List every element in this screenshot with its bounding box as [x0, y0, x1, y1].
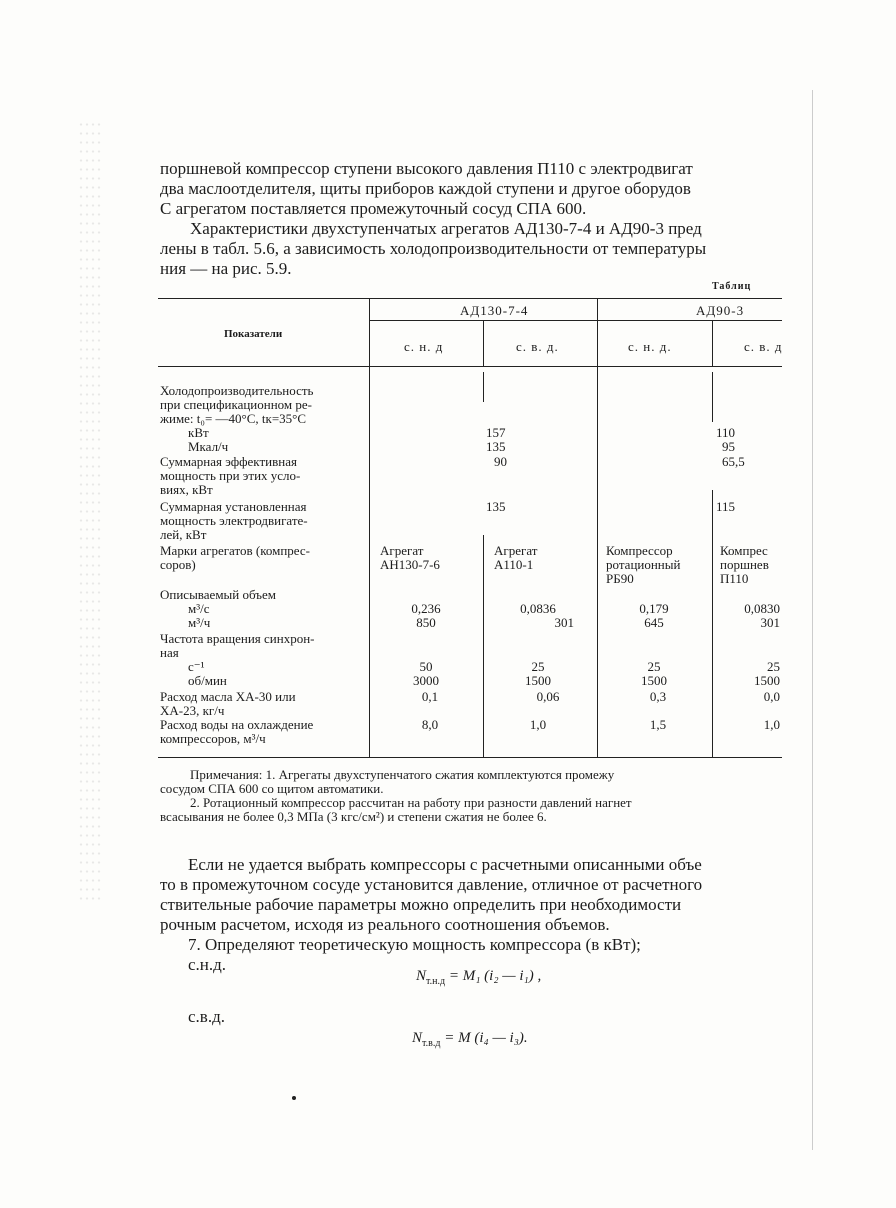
table-header-parameter: Показатели [224, 328, 283, 340]
body-line: Если не удается выбрать компрессоры с расчетными описанными объе [188, 855, 702, 874]
formula-symbol: N [412, 1030, 423, 1046]
row-label: мощность при этих усло- [160, 468, 301, 483]
table-group-header: АД130-7-4 [460, 303, 529, 318]
table-cell: А110-1 [494, 557, 534, 572]
row-label: м³/ч [188, 615, 211, 630]
table-rule-group [370, 320, 782, 321]
table-cell: 25 [767, 659, 780, 674]
table-column-header: с. в. д [744, 339, 783, 354]
table-cell: АН130-7-6 [380, 557, 440, 572]
table-note: всасывания не более 0,3 МПа (3 кгс/см²) и степени сжатия не более 6. [160, 809, 547, 824]
table-column-header: с. н. д. [628, 339, 672, 354]
table-cell: 301 [554, 615, 574, 630]
table-cell: 1500 [754, 673, 780, 688]
row-label: Расход воды на охлаждение [160, 717, 314, 732]
table-cell: Компрес [720, 543, 768, 558]
formula-symbol: N [416, 968, 427, 984]
table-cell: ротационный [606, 557, 681, 572]
table-cell: 115 [716, 499, 736, 514]
table-cell: 0,236 [411, 601, 441, 616]
table-col-divider [483, 535, 484, 757]
intro-line: С агрегатом поставляется промежуточный сосуд СПА 600. [160, 199, 587, 218]
table-cell: 65,5 [722, 454, 745, 469]
formula-expression: = M (i₄ — i₃). [444, 1030, 528, 1046]
table-cell: 0,3 [649, 689, 667, 704]
table-group-header: АД90-3 [696, 303, 745, 318]
row-label: Описываемый объем [160, 587, 276, 602]
formula-ntvd [412, 1030, 528, 1049]
table-col-divider [712, 490, 713, 757]
row-label: Суммарная эффективная [160, 454, 297, 469]
row-label: Частота вращения синхрон- [160, 631, 315, 646]
intro-line: лены в табл. 5.6, а зависимость холодопроизводительности от температуры [160, 239, 707, 258]
table-column-header: с. в. д. [516, 339, 559, 354]
table-cell: 95 [722, 439, 735, 454]
table-cell: 1,0 [763, 717, 780, 732]
formula-subscript: т.н.д [426, 976, 446, 987]
table-cell: 25 [647, 659, 661, 674]
table-cell: 0,0836 [520, 601, 556, 616]
table-cell: 90 [494, 454, 507, 469]
table-cell: 1,5 [649, 717, 667, 732]
table-col-divider [483, 320, 484, 366]
table-cell: 135 [486, 439, 506, 454]
intro-line: поршневой компрессор ступени высокого давления П110 с электродвигат [160, 159, 693, 178]
table-cell: поршнев [720, 557, 769, 572]
table-caption: Таблиц [712, 281, 752, 292]
table-cell: 850 [416, 615, 436, 630]
body-line: ствительные рабочие параметры можно определить при необходимости [160, 895, 682, 914]
table-cell: 157 [486, 425, 506, 440]
formula-expression: = M₁ (i₂ — i₁) , [448, 968, 542, 984]
table-cell: П110 [720, 571, 749, 586]
row-label: компрессоров, м³/ч [160, 731, 266, 746]
table-cell: 25 [531, 659, 545, 674]
row-label: м³/с [188, 601, 210, 616]
table-cell: 1500 [525, 673, 551, 688]
page-edge-shadow [812, 90, 813, 1150]
table-cell: РБ90 [606, 571, 634, 586]
table-rule-head [158, 366, 782, 367]
body-line: с.н.д. [188, 955, 227, 974]
table-cell: 301 [760, 615, 780, 630]
row-label: кВт [188, 425, 209, 440]
ink-dot [292, 1096, 296, 1100]
table-col-divider [369, 298, 370, 757]
table-cell: 0,0830 [744, 601, 780, 616]
formula-ntnd [416, 968, 541, 987]
table-cell: 645 [644, 615, 664, 630]
row-label: виях, кВт [160, 482, 213, 497]
table-cell: Агрегат [380, 543, 424, 558]
row-label: ная [160, 645, 179, 660]
row-label: ХА-23, кг/ч [160, 703, 225, 718]
table-cell: 50 [419, 659, 433, 674]
table-col-divider [483, 372, 484, 402]
table-cell: 0,1 [421, 689, 439, 704]
intro-line: Характеристики двухступенчатых агрегатов АД130-7-4 и АД90-3 пред [190, 219, 702, 238]
table-cell: 1500 [641, 673, 667, 688]
table-column-header: с. н. д [404, 339, 444, 354]
row-label: жиме: t₀= —40°С, tк=35°С [160, 411, 307, 426]
table-cell: 0,06 [536, 689, 560, 704]
row-label: при спецификационном ре- [160, 397, 313, 412]
table-col-divider [597, 298, 598, 757]
scan-artifacts [78, 120, 102, 900]
table-note: Примечания: 1. Агрегаты двухступенчатого сжатия комплектуются промежу [190, 767, 615, 782]
table-cell: 1,0 [529, 717, 547, 732]
table-col-divider [712, 372, 713, 422]
row-label: лей, кВт [160, 527, 207, 542]
table-cell: 110 [716, 425, 736, 440]
row-label: с⁻¹ [188, 659, 205, 674]
row-label: Суммарная установленная [160, 499, 307, 514]
table-cell: 0,0 [763, 689, 780, 704]
table-cell: 0,179 [639, 601, 669, 616]
table-cell: 135 [486, 499, 506, 514]
intro-line: два маслоотделителя, щиты приборов каждой ступени и другое оборудов [160, 179, 691, 198]
intro-line: ния — на рис. 5.9. [160, 259, 292, 278]
formula-subscript: т.в.д [422, 1038, 441, 1049]
table-note: 2. Ротационный компрессор рассчитан на работу при разности давлений нагнет [190, 795, 632, 810]
table-rule-bottom [158, 757, 782, 758]
row-label: Марки агрегатов (компрес- [160, 543, 311, 558]
row-label: Расход масла ХА-30 или [160, 689, 296, 704]
table-cell: Компрессор [606, 543, 673, 558]
row-label: мощность электродвигате- [160, 513, 308, 528]
row-label: Мкал/ч [188, 439, 229, 454]
table-cell: Агрегат [494, 543, 538, 558]
row-label: об/мин [188, 673, 227, 688]
table-cell: 3000 [413, 673, 439, 688]
body-line: рочным расчетом, исходя из реального соотношения объемов. [160, 915, 610, 934]
row-label: Холодопроизводительность [160, 383, 314, 398]
table-note: сосудом СПА 600 со щитом автоматики. [160, 781, 384, 796]
body-line: с.в.д. [188, 1007, 225, 1026]
table-cell: 8,0 [421, 717, 439, 732]
body-line: то в промежуточном сосуде установится давление, отличное от расчетного [160, 875, 703, 894]
row-label: соров) [160, 557, 196, 572]
body-line: 7. Определяют теоретическую мощность компрессора (в кВт); [188, 935, 641, 954]
table-col-divider [712, 320, 713, 366]
table-rule-top [158, 298, 782, 299]
